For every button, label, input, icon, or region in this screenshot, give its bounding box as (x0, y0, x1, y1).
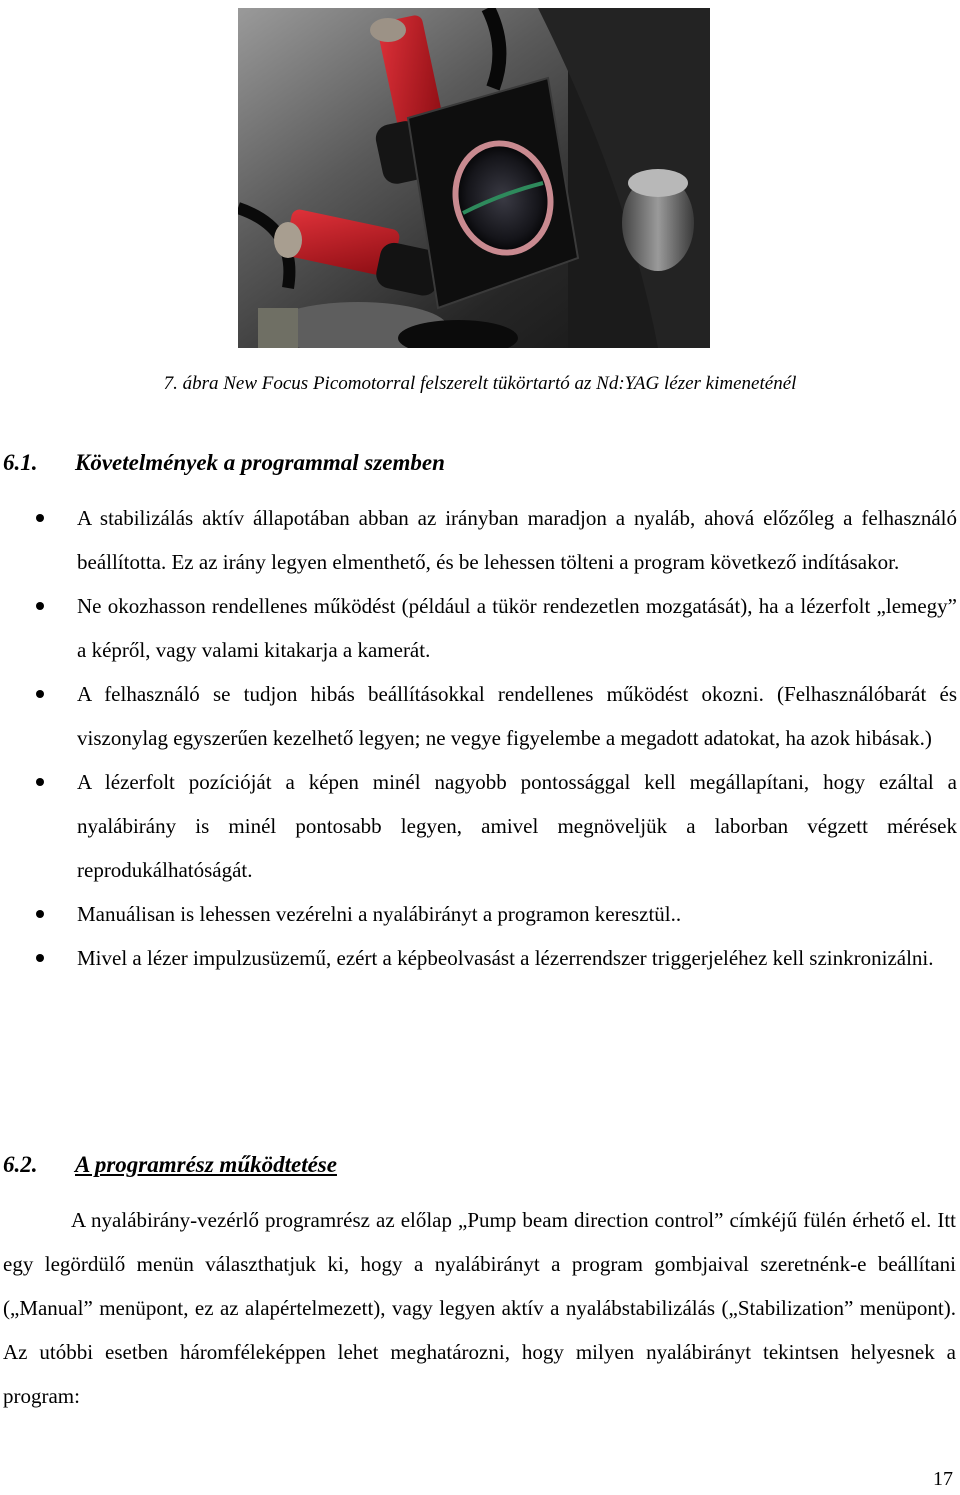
bullet-icon (36, 514, 44, 522)
bullet-icon (36, 690, 44, 698)
section-heading-requirements (3, 450, 445, 476)
figure-photo (238, 8, 710, 348)
page-number: 17 (933, 1468, 953, 1490)
list-item: Manuálisan is lehessen vezérelni a nyalábirányt a programon keresztül.. (0, 892, 957, 936)
requirements-list (0, 496, 960, 980)
mirror-mount-photo (238, 8, 710, 348)
section-title: Követelmények a programmal szemben (75, 450, 445, 475)
list-item: Ne okozhasson rendellenes működést (például a tükör rendezetlen mozgatását), ha a lézerfolt „lemegy” a képről, vagy valami kitakarja a kamerát. (0, 584, 957, 672)
section-number: 6.2. (3, 1152, 38, 1177)
bullet-icon (36, 910, 44, 918)
list-item: Mivel a lézer impulzusüzemű, ezért a képbeolvasást a lézerrendszer triggerjeléhez kell szinkronizálni. (0, 936, 957, 980)
bullet-icon (36, 602, 44, 610)
body-paragraph: A nyalábirány-vezérlő programrész az előlap „Pump beam direction control” címkéjű fülén érhető el. Itt egy legördülő menün választhatjuk ki, hogy a nyalábirányt a program gombjaival szeretnénk-e beállítani („Manual” menüpont, ez az alapértelmezett), vagy legyen aktív a nyalábstabilizálás („Stabilization” menüpont). Az utóbbi esetben háromféleképpen lehet meghatározni, hogy milyen nyalábirányt tekintsen helyesnek a program: (3, 1208, 956, 1408)
list-item: A lézerfolt pozícióját a képen minél nagyobb pontossággal kell megállapítani, hogy ezáltal a nyalábirány is minél pontosabb legyen, amivel megnöveljük a laborban végzett mérések reprodukálhatóságát. (0, 760, 957, 892)
section-number: 6.1. (3, 450, 38, 475)
list-item: A stabilizálás aktív állapotában abban az irányban maradjon a nyaláb, ahová előzőleg a felhasználó beállította. Ez az irány legyen elmenthető, és be lehessen tölteni a program következő indításakor. (0, 496, 957, 584)
list-item: A felhasználó se tudjon hibás beállításokkal rendellenes működést okozni. (Felhasználóbarát és viszonylag egyszerűen kezelhető legyen; ne vegye figyelembe a megadott adatokat, ha azok hibásak.) (0, 672, 957, 760)
figure-caption: 7. ábra New Focus Picomotorral felszerelt tükörtartó az Nd:YAG lézer kimeneténél (163, 373, 797, 394)
bullet-icon (36, 778, 44, 786)
bullet-icon (36, 954, 44, 962)
section-title: A programrész működtetése (75, 1152, 337, 1177)
section-heading-operation (3, 1152, 337, 1178)
